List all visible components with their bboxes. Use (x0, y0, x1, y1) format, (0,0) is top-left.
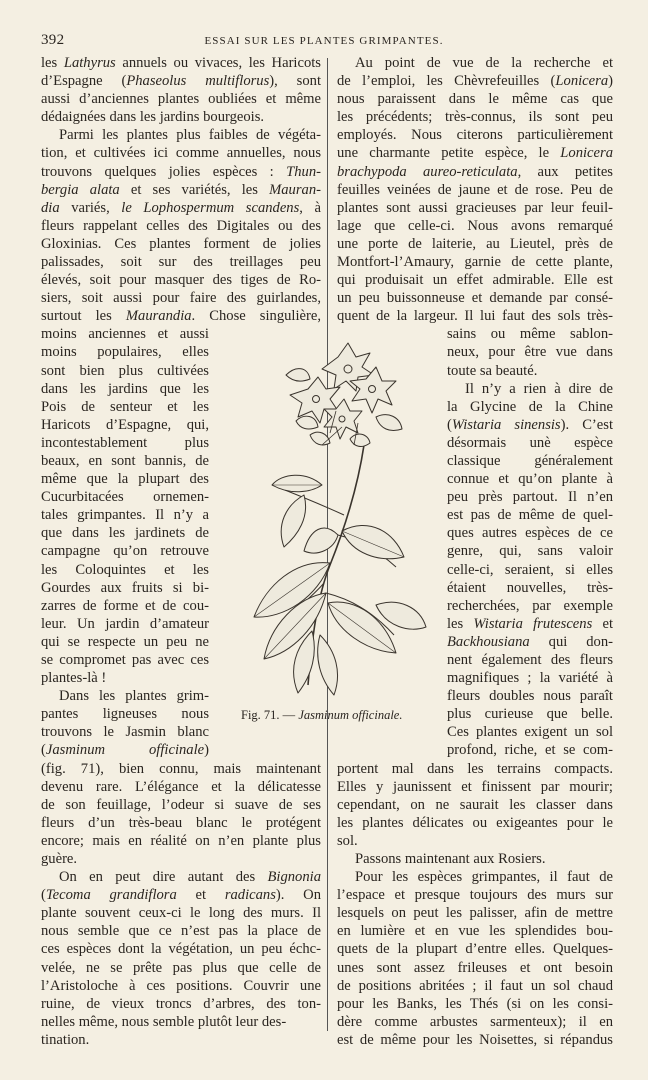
text-run: neux, pour être vue dans (447, 344, 613, 361)
left-text-line (41, 72, 321, 90)
italic-term: radicans (224, 887, 276, 904)
figure-caption (241, 708, 402, 723)
text-run: les précédents; très-connus, ils sont peu (337, 109, 613, 126)
right-text-line (337, 977, 613, 995)
left-text-line (41, 814, 321, 832)
left-text-line (41, 741, 209, 759)
right-text-line (337, 886, 613, 904)
left-text-line (41, 940, 321, 958)
right-text-line (447, 669, 613, 687)
right-text-line (447, 380, 613, 398)
left-text-line (41, 723, 209, 741)
text-run: lesquels on peut les palisser, afin de mettre (337, 905, 613, 922)
italic-term: dia (41, 199, 60, 216)
italic-term: Wistaria sinensis (451, 416, 561, 433)
text-run: une porte de laiterie, au Lieutel, près de (337, 235, 613, 252)
text-run: Cucurbitacées ornemen- (41, 489, 209, 506)
left-text-line (41, 524, 209, 542)
text-run: les Coloquintes et les (41, 561, 209, 578)
text-run: trouvons le Jasmin blanc (41, 724, 209, 741)
text-run: Dans les plantes grim- (59, 688, 209, 705)
text-run: (fig. 71), bien connu, mais maintenant (41, 760, 321, 777)
text-run: de son feuillage, l’odeur si suave de ses (41, 796, 321, 813)
text-run: Haricots d’Espagne, qui, (41, 416, 209, 433)
italic-term: Jasminum officinale (45, 742, 205, 759)
text-run: dère comme arbustes sarmenteux); il en (337, 1013, 613, 1030)
text-run: ( (41, 742, 46, 759)
italic-term: brachypoda aureo-reticulata (337, 163, 518, 180)
left-text-line (41, 217, 321, 235)
text-run: beaux, en sont bannis, de (41, 452, 209, 469)
left-text-line (41, 362, 209, 380)
right-text-line (337, 814, 613, 832)
left-text-line (41, 687, 209, 705)
right-text-line (337, 307, 613, 325)
right-text-line (447, 579, 613, 597)
figure-caption-number: Fig. 71. — (241, 708, 299, 722)
text-run: et ses variétés, les (119, 181, 270, 198)
text-run: de l’emploi, les Chèvrefeuilles ( (337, 73, 556, 90)
text-run: Il n’y a rien à dire de (465, 380, 613, 397)
text-run: toute sa beauté. (447, 362, 538, 379)
italic-term: Lonicera (560, 145, 613, 162)
right-text-line (337, 199, 613, 217)
left-text-line (41, 922, 321, 940)
left-text-line (41, 760, 321, 778)
text-run: et (592, 615, 613, 632)
text-run: les plantes délicates ou exigeantes pour le (337, 814, 613, 831)
right-text-line (337, 90, 613, 108)
page-number: 392 (41, 32, 65, 48)
text-run: trouvons quelques jolies espèces : (41, 163, 287, 180)
right-text-line (337, 922, 613, 940)
left-text-line (41, 597, 209, 615)
text-run: élevés, soit pour masquer des tiges de Ro- (41, 272, 321, 289)
right-text-line (337, 904, 613, 922)
italic-term: Tecoma grandiflora (45, 887, 177, 904)
text-run: Gloxinias. Ces plantes forment de jolies (41, 235, 321, 252)
right-text-line (447, 470, 613, 488)
text-run: dédaignées dans les jardins bourgeois. (41, 109, 265, 126)
text-run: une charmante petite espèce, le (337, 145, 561, 162)
right-text-line (337, 217, 613, 235)
right-text-line (337, 271, 613, 289)
text-run: fleurs d’un très-beau blanc le protégent (41, 814, 321, 831)
text-run: nelles même, nous semble plutôt leur des- (41, 1013, 287, 1030)
text-run: classique généralement (447, 452, 613, 469)
text-run: ). C’est (560, 416, 613, 433)
text-run: plus curieuse que belle. (447, 706, 613, 723)
text-run: On en peut dire autant des (59, 869, 268, 886)
text-run: les (41, 55, 64, 71)
running-title: ESSAI SUR LES PLANTES GRIMPANTES. (204, 35, 444, 47)
text-run: recherchées, par exemple (447, 597, 613, 614)
text-run: plante souvent ceux-ci le long des murs. Il (41, 905, 321, 922)
text-run: magnifiques ; la variété à (447, 670, 613, 687)
text-run: plantes-là ! (41, 670, 107, 687)
left-text-line (41, 470, 209, 488)
text-run: ruine, de vieux troncs d’arbres, des ton- (41, 995, 321, 1012)
right-text-line (447, 434, 613, 452)
left-text-line (41, 832, 321, 850)
text-run: et (176, 887, 225, 904)
left-text-line (41, 633, 209, 651)
text-run: qui produisait un effet admirable. Elle est (337, 272, 613, 289)
italic-term: Lathyrus (63, 55, 116, 71)
text-run: que dans les jardinets de (41, 525, 209, 542)
right-text-line (447, 597, 613, 615)
text-run: Montfort-l’Amaury, garnie de cette plante, (337, 253, 613, 270)
right-text-line (337, 163, 613, 181)
right-text-line (337, 108, 613, 126)
text-run: nous paraissent dans le même cas que (337, 91, 613, 108)
text-run: portent mal dans les terrains compacts. (337, 760, 613, 777)
text-run: tales grimpantes. Il n’y a (41, 507, 209, 524)
right-text-line (337, 1031, 613, 1049)
text-run: Elles y jaunissent et finissent par mourir; (337, 778, 613, 795)
text-run: de positions abritées ; il faut un sol chaud (337, 977, 613, 994)
text-run: pantes ligneuses nous (41, 706, 209, 723)
right-text-line (447, 325, 613, 343)
text-run: , aux petites (517, 163, 613, 180)
text-run: moins anciennes et aussi (41, 326, 209, 343)
text-run: velée, ne se prête pas plus que celle de (41, 959, 321, 976)
right-text-line (447, 398, 613, 416)
text-run: fleurs rappelant celles des Digitales ou des (41, 217, 321, 234)
left-text-line (41, 1013, 321, 1031)
text-run: pour les Banks, les Thés (si on les consi- (337, 995, 613, 1012)
left-text-line (41, 434, 209, 452)
text-run: leur. Un jardin d’amateur (41, 615, 209, 632)
text-run: campagne qu’on retrouve (41, 543, 209, 560)
italic-term: Backhousiana (447, 633, 530, 650)
text-run: ) (608, 73, 613, 90)
left-text-line (41, 886, 321, 904)
left-text-line (41, 579, 209, 597)
right-text-line (447, 343, 613, 361)
left-text-line (41, 977, 321, 995)
left-text-line (41, 1031, 321, 1049)
right-text-line (447, 362, 613, 380)
text-run: nent également des fleurs (447, 651, 613, 668)
right-text-line (447, 488, 613, 506)
right-text-line (337, 850, 613, 868)
italic-term: Thun- (286, 163, 321, 180)
right-text-line (447, 416, 613, 434)
left-text-line (41, 615, 209, 633)
right-text-line (447, 524, 613, 542)
left-text-line (41, 959, 321, 977)
text-run: aussi d’anciennes plantes oubliées et même (41, 91, 321, 108)
left-text-line (41, 325, 209, 343)
left-text-line (41, 850, 321, 868)
text-run: un peu buissonneuse et demande par consé- (337, 290, 613, 307)
right-text-line (337, 995, 613, 1013)
left-text-line (41, 90, 321, 108)
left-text-line (41, 343, 209, 361)
right-text-line (337, 1013, 613, 1031)
text-run: tination. (41, 1031, 90, 1048)
right-text-line (447, 452, 613, 470)
left-text-line (41, 995, 321, 1013)
italic-term: le Lophospermum scandens (121, 199, 300, 216)
text-run: Au point de vue de la recherche et (355, 55, 613, 71)
text-run: sains ou même sablon- (447, 326, 613, 343)
text-run: surtout les (41, 308, 126, 325)
right-text-line (447, 687, 613, 705)
left-text-line (41, 235, 321, 253)
right-text-line (337, 126, 613, 144)
text-run: genre, qui, sans valoir (447, 543, 613, 560)
italic-term: Phaseolus multiflorus (126, 73, 270, 90)
text-run: les (447, 615, 474, 632)
right-text-line (337, 72, 613, 90)
right-text-line (337, 868, 613, 886)
right-text-line (337, 959, 613, 977)
text-run: ) (204, 742, 209, 759)
right-text-line (447, 633, 613, 651)
italic-term: Wistaria frutescens (473, 615, 593, 632)
italic-term: Maurandia (125, 308, 192, 325)
text-run: ( (41, 887, 46, 904)
text-run: encore; mais en réalité on n’en plante plus (41, 832, 321, 849)
text-run: Parmi les plantes plus faibles de végéta- (59, 127, 321, 144)
italic-term: Bignonia (267, 869, 321, 886)
left-text-line (41, 506, 209, 524)
left-text-line (41, 144, 321, 162)
text-run: celle-ci, seraient, si elles (447, 561, 613, 578)
text-run: même que la plupart des (41, 471, 209, 488)
text-run: employés. Nous citerons particulièrement (337, 127, 613, 144)
text-run: Pour les espèces grimpantes, il faut de (355, 869, 613, 886)
text-run: zarres de forme et de cou- (41, 597, 209, 614)
text-run: fleurs doubles nous paraît (447, 688, 613, 705)
text-run: annuels ou vivaces, les Haricots (115, 55, 321, 71)
text-run: nous semble que ce n’est pas la place de (41, 923, 321, 940)
right-text-line (337, 253, 613, 271)
text-run: variés, (59, 199, 122, 216)
text-run: incontestablement plus (41, 434, 209, 451)
left-text-line (41, 416, 209, 434)
jasmine-illustration (226, 335, 430, 705)
right-text-line (447, 705, 613, 723)
text-run: moins populaires, elles (41, 344, 209, 361)
text-run: ques autres espèces de ce (447, 525, 613, 542)
left-text-line (41, 452, 209, 470)
left-text-line (41, 488, 209, 506)
text-run: Pois de senteur et les (41, 398, 209, 415)
left-text-line (41, 289, 321, 307)
text-run: qui se respecte un peu ne (41, 633, 209, 650)
left-text-line (41, 54, 321, 72)
right-text-line (447, 542, 613, 560)
figure-caption-species: Jasminum officinale. (298, 708, 403, 722)
text-run: dans les jardins que les (41, 380, 209, 397)
left-text-line (41, 669, 209, 687)
left-text-line (41, 651, 209, 669)
right-text-line (337, 181, 613, 199)
italic-term: bergia alata (41, 181, 120, 198)
left-text-line (41, 542, 209, 560)
left-text-line (41, 796, 321, 814)
right-text-line (447, 723, 613, 741)
text-run: est pas de même de quel- (447, 507, 613, 524)
text-run: sol. (337, 832, 358, 849)
text-run: quets de la plupart d’entre elles. Quelques- (337, 941, 613, 958)
left-text-line (41, 181, 321, 199)
text-run: désormais unè espèce (447, 434, 613, 451)
left-text-line (41, 199, 321, 217)
text-run: l’Aristoloche à ces positions. Couvrir une (41, 977, 321, 994)
text-run: peu près partout. Il n’en (447, 489, 613, 506)
right-text-line (447, 506, 613, 524)
text-run: unes sont assez frileuses et ont besoin (337, 959, 613, 976)
text-run: l’espace et presque toujours des murs sur (337, 887, 613, 904)
text-run: Ces plantes exigent un sol (447, 724, 613, 741)
text-run: cependant, on ne saurait les classer dans (337, 796, 613, 813)
italic-term: Lonicera (555, 73, 609, 90)
text-run: ), sont (269, 73, 321, 90)
text-run: . Chose singulière, (191, 308, 321, 325)
text-run: tion, et cultivées ici comme annuelles, nous (41, 145, 321, 162)
text-run: devenu rare. L’élégance et la délicatesse (41, 778, 321, 795)
right-text-line (337, 940, 613, 958)
left-text-line (41, 561, 209, 579)
right-text-line (337, 144, 613, 162)
right-text-line (337, 760, 613, 778)
right-text-line (337, 54, 613, 72)
right-text-line (337, 289, 613, 307)
text-run: , à (299, 199, 321, 216)
text-run: Gourdes aux fruits si bi- (41, 579, 209, 596)
left-text-line (41, 705, 209, 723)
text-run: plantes sont aussi gracieuses par leur feuil- (337, 199, 613, 216)
left-text-line (41, 271, 321, 289)
text-run: palissades, soit sur des treillages peu (41, 253, 321, 270)
text-run: qui don- (529, 633, 613, 650)
left-text-line (41, 307, 321, 325)
right-text-line (447, 741, 613, 759)
left-text-line (41, 904, 321, 922)
left-text-line (41, 126, 321, 144)
text-run: étaient nouvelles, très- (447, 579, 613, 596)
left-text-line (41, 253, 321, 271)
text-run: siers, soit aussi pour faire des guirlandes, (41, 290, 321, 307)
right-text-line (337, 796, 613, 814)
right-text-line (447, 561, 613, 579)
text-run: connue et qu’on plante à (447, 471, 613, 488)
text-run: Passons maintenant aux Rosiers. (355, 850, 546, 867)
text-run: la Glycine de la Chine (447, 398, 613, 415)
text-run: ces espèces dont la végétation, un peu échc- (41, 941, 321, 958)
left-text-line (41, 868, 321, 886)
text-run: est de même pour les Noisettes, si répandus (337, 1031, 613, 1048)
left-text-line (41, 778, 321, 796)
right-text-line (337, 235, 613, 253)
right-text-line (447, 651, 613, 669)
left-text-line (41, 163, 321, 181)
left-text-line (41, 380, 209, 398)
right-text-line (447, 615, 613, 633)
left-text-line (41, 108, 321, 126)
text-run: sont bien plus cultivées (41, 362, 209, 379)
text-run: en lumière et en vue les splendides bou- (337, 923, 613, 940)
text-run: d’Espagne ( (41, 73, 127, 90)
left-text-line (41, 398, 209, 416)
text-run: lage que celle-ci. Nous avons remarqué (337, 217, 613, 234)
text-run: ). On (275, 887, 321, 904)
italic-term: Mauran- (269, 181, 321, 198)
text-run: quent de la largeur. Il lui faut des sols très- (337, 308, 613, 325)
text-run: ( (447, 416, 452, 433)
right-text-line (337, 832, 613, 850)
right-text-line (337, 778, 613, 796)
text-run: guère. (41, 850, 78, 867)
text-run: feuilles veinées de jaune et de rose. Peu de (337, 181, 613, 198)
text-run: profond, riche, et se com- (447, 742, 613, 759)
text-run: se compromet pas avec ces (41, 651, 209, 668)
